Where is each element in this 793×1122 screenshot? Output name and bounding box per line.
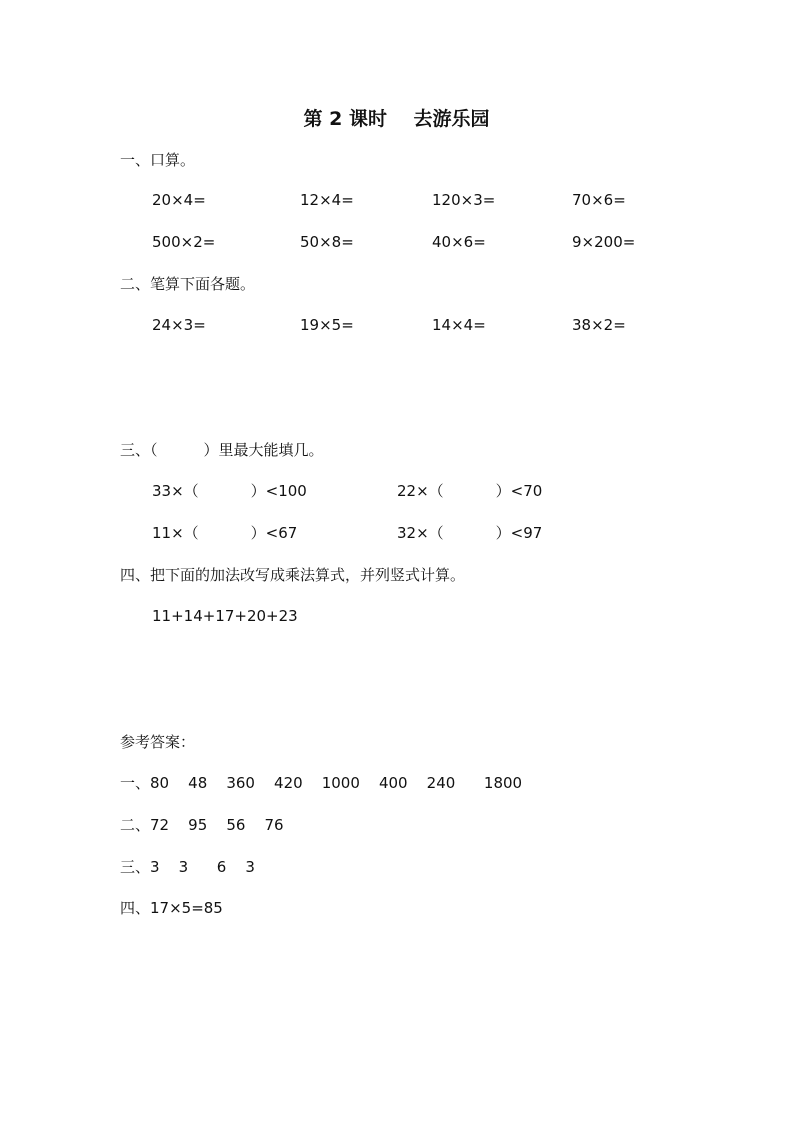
item-left: 11×（	[152, 524, 199, 542]
item-left: 32×（	[397, 524, 444, 542]
addition-expression: 11+14+17+20+23	[152, 607, 298, 625]
inequality-item	[152, 523, 297, 543]
answer-line-1: 一、80 48 360 420 1000 400 240 1800	[120, 774, 523, 792]
problem: 20×4=	[152, 191, 206, 209]
problem: 500×2=	[152, 233, 216, 251]
problem: 19×5=	[300, 316, 354, 334]
item-right: ）<67	[250, 524, 298, 542]
inequality-item	[397, 481, 542, 501]
item-left: 22×（	[397, 482, 444, 500]
problem: 70×6=	[572, 191, 626, 209]
answers-heading: 参考答案：	[120, 733, 196, 751]
heading-suffix: ）里最大能填几。	[203, 441, 324, 459]
problem: 50×8=	[300, 233, 354, 251]
problem: 120×3=	[432, 191, 496, 209]
answer-line-3: 三、3 3 6 3	[120, 858, 255, 876]
section-1-heading: 一、口算。	[120, 151, 196, 169]
answer-line-4: 四、17×5=85	[120, 899, 223, 917]
page-title: 第 2 课时 去游乐园	[303, 108, 490, 130]
problem: 40×6=	[432, 233, 486, 251]
problem: 12×4=	[300, 191, 354, 209]
item-left: 33×（	[152, 482, 199, 500]
problem: 14×4=	[432, 316, 486, 334]
item-right: ）<70	[495, 482, 543, 500]
problem: 38×2=	[572, 316, 626, 334]
problem: 24×3=	[152, 316, 206, 334]
section-3-heading	[120, 440, 324, 460]
section-4-heading: 四、把下面的加法改写成乘法算式，并列竖式计算。	[120, 566, 466, 584]
inequality-item	[397, 523, 542, 543]
problem: 9×200=	[572, 233, 636, 251]
inequality-item	[152, 481, 307, 501]
section-2-heading: 二、笔算下面各题。	[120, 275, 256, 293]
heading-prefix: 三、（	[120, 441, 158, 459]
answer-line-2: 二、72 95 56 76	[120, 816, 284, 834]
item-right: ）<100	[250, 482, 307, 500]
item-right: ）<97	[495, 524, 543, 542]
